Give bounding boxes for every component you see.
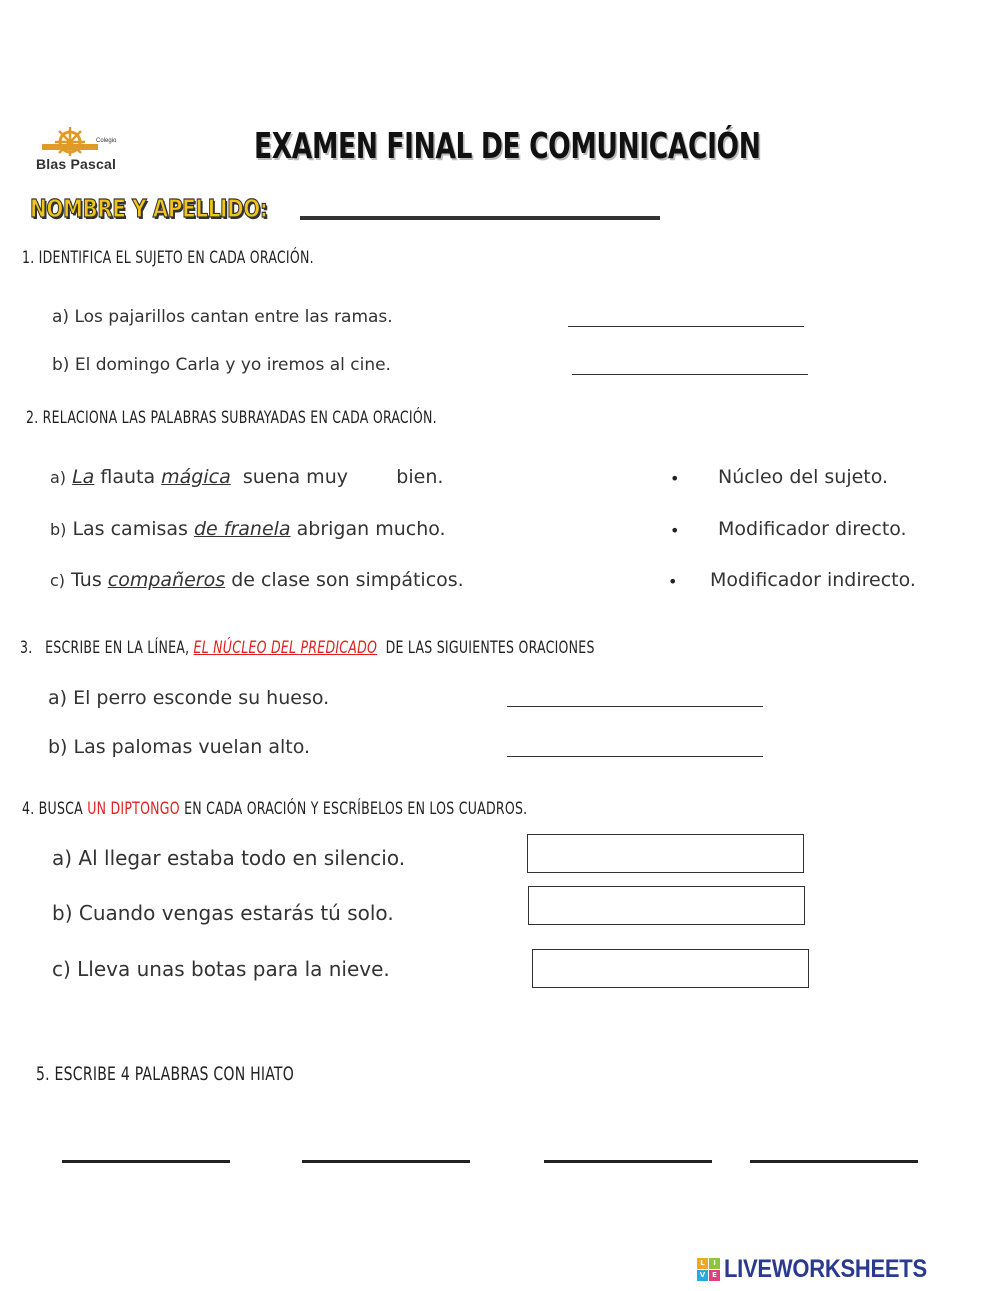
underlined-word: compañeros <box>107 569 226 591</box>
underlined-word: La <box>72 466 95 488</box>
section3-item-a: a) El perro esconde su hueso. <box>48 687 330 709</box>
tile-i: I <box>709 1258 720 1269</box>
name-label: NOMBRE Y APELLIDO: <box>30 194 268 223</box>
section2-heading: 2. RELACIONA LAS PALABRAS SUBRAYADAS EN CADA ORACIÓN. <box>26 408 437 428</box>
school-label: Colegio <box>96 138 117 144</box>
school-logo <box>34 124 144 176</box>
bullet-icon: • <box>668 572 678 591</box>
bullet-icon: • <box>670 469 680 488</box>
liveworksheets-tiles-icon <box>697 1258 721 1282</box>
section1-heading: 1. IDENTIFICA EL SUJETO EN CADA ORACIÓN. <box>22 248 314 268</box>
heading-text: 4. BUSCA <box>22 799 88 819</box>
sentence-text: de clase son simpáticos. <box>225 569 464 591</box>
section4-answer-box-c[interactable] <box>532 949 809 988</box>
section4-heading <box>22 799 527 819</box>
option-modificador-directo[interactable]: Modificador directo. <box>718 518 907 540</box>
section4-item-c: c) Lleva unas botas para la nieve. <box>52 957 390 981</box>
section1-answer-a[interactable] <box>568 326 804 327</box>
section2-item-a <box>50 466 443 488</box>
heading-text: EN CADA ORACIÓN Y ESCRÍBELOS EN LOS CUADROS. <box>179 799 528 819</box>
item-letter: c) <box>50 571 66 590</box>
hiato-answer-1[interactable] <box>62 1160 230 1163</box>
underlined-word: de franela <box>193 518 291 540</box>
section4-answer-box-a[interactable] <box>527 834 804 873</box>
heading-highlight: EL NÚCLEO DEL PREDICADO <box>193 638 378 658</box>
section4-item-b: b) Cuando vengas estarás tú solo. <box>52 901 394 925</box>
heading-text: DE LAS SIGUIENTES ORACIONES <box>377 638 595 658</box>
sentence-text: Las camisas <box>66 518 194 540</box>
hiato-answer-4[interactable] <box>750 1160 918 1163</box>
name-answer-line[interactable] <box>300 216 660 220</box>
section4-answer-box-b[interactable] <box>528 886 805 925</box>
section3-answer-b[interactable] <box>507 756 763 757</box>
option-nucleo-sujeto[interactable]: Núcleo del sujeto. <box>718 466 889 488</box>
section1-answer-b[interactable] <box>572 374 808 375</box>
tile-l: L <box>697 1258 708 1269</box>
bullet-icon: • <box>670 521 680 540</box>
heading-highlight: UN DIPTONGO <box>87 799 180 819</box>
section1-item-a: a) Los pajarillos cantan entre las ramas. <box>52 307 393 327</box>
section3-item-b: b) Las palomas vuelan alto. <box>48 736 311 758</box>
sentence-text: suena muy bien. <box>230 466 444 488</box>
hiato-answer-3[interactable] <box>544 1160 712 1163</box>
liveworksheets-logo <box>697 1255 997 1285</box>
sentence-text: flauta <box>94 466 162 488</box>
liveworksheets-wordmark: LIVEWORKSHEETS <box>724 1255 927 1283</box>
section2-item-b <box>50 518 446 540</box>
page-title: EXAMEN FINAL DE COMUNICACIÓN <box>254 126 761 167</box>
option-modificador-indirecto[interactable]: Modificador indirecto. <box>710 569 916 591</box>
heading-text: 3. ESCRIBE EN LA LÍNEA, <box>20 638 194 658</box>
hiato-answer-2[interactable] <box>302 1160 470 1163</box>
section3-answer-a[interactable] <box>507 706 763 707</box>
tile-e: E <box>709 1270 720 1281</box>
item-letter: a) <box>50 468 67 487</box>
school-name: Blas Pascal <box>36 156 117 172</box>
ship-wheel-icon <box>40 124 100 156</box>
section1-item-b: b) El domingo Carla y yo iremos al cine. <box>52 355 391 375</box>
section2-item-c <box>50 569 464 591</box>
tile-v: V <box>697 1270 708 1281</box>
section3-heading <box>20 638 595 658</box>
sentence-text: abrigan mucho. <box>290 518 446 540</box>
section4-item-a: a) Al llegar estaba todo en silencio. <box>52 846 406 870</box>
sentence-text: Tus <box>65 569 108 591</box>
section5-heading: 5. ESCRIBE 4 PALABRAS CON HIATO <box>36 1063 294 1085</box>
item-letter: b) <box>50 520 67 539</box>
underlined-word: mágica <box>161 466 231 488</box>
